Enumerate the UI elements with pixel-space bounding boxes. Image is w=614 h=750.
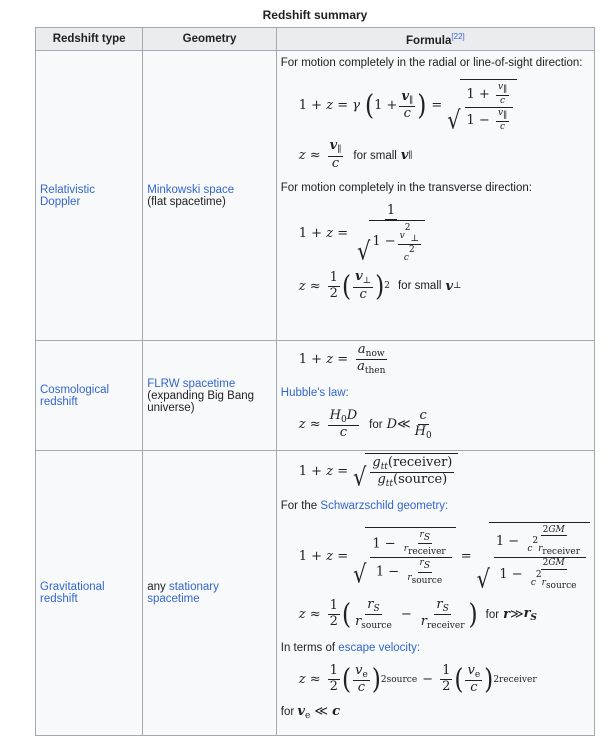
header-redshift-type: Redshift type [36, 28, 143, 51]
doppler-radial-formula: 1 + z = γ ( 1 + $\frac{v_\parallel}{c}$ ) = √ 1 + $\frac{v\parallel}{c}$ 1 − $\frac{v\parallel}{c}$ [299, 79, 590, 132]
row-geometry-cell [143, 451, 277, 736]
gravitational-formula: 1 + z = √ $\frac{g_{tt}(receiver)}{g_{tt}(source)}$ [299, 453, 590, 490]
for-label: for [280, 706, 295, 719]
for-small-label: for small [353, 149, 397, 162]
redshift-summary-table [35, 27, 595, 736]
row-type-cell [36, 451, 143, 736]
geometry-note: (expanding Big Bang universe) [147, 389, 255, 414]
schwarzschild-text [281, 497, 590, 515]
cosmological-redshift-link[interactable]: Cosmological redshift [40, 383, 110, 408]
for-label: for [485, 608, 500, 621]
radial-motion-text: For motion completely in the radial or line-of-sight direction: [280, 57, 583, 69]
row-type-cell [36, 51, 143, 341]
table-row [36, 51, 595, 341]
doppler-transverse-approx: z ≈ $\frac{1}{2}$ ( $\frac{v_\perp}{c}$ ) 2 for small v ⊥ [298, 268, 462, 303]
header-row [36, 28, 595, 51]
header-geometry: Geometry [143, 28, 277, 51]
minkowski-space-link[interactable]: Minkowski space [147, 183, 235, 196]
flrw-spacetime-link[interactable]: FLRW spacetime [147, 377, 236, 390]
escape-condition: for $v_e$ ≪ c [280, 704, 341, 722]
cosmological-formula: 1 + z = $\frac{a_{now}}{a_{then}}$ [298, 342, 386, 377]
relativistic-doppler-link[interactable]: Relativistic Doppler [40, 183, 95, 208]
geometry-prefix: any [147, 581, 166, 593]
header-formula [276, 28, 594, 51]
hubble-approx: z ≈ $\frac{H_0D}{c}$ for D ≪ $\frac{c}{H_0}$ [298, 407, 432, 441]
table-row [36, 451, 595, 736]
row-geometry-cell [143, 341, 277, 451]
header-formula-label: Formula [406, 34, 452, 47]
doppler-transverse-formula: 1 + z = 1 √ 1 − $\frac{v2\perp}{c2}$ [299, 204, 590, 264]
gravitational-redshift-link[interactable]: Gravitational redshift [40, 581, 105, 605]
table-row [36, 341, 595, 451]
row-formula-cell [276, 341, 594, 451]
escape-prefix: In terms of [280, 641, 336, 654]
schwarzschild-formula: 1 + z = √ 1 − $\frac{rS}{\text{rreceiver}}$ 1 − $\frac{rS}{\text{rsource}}$ = √ 1 − $\frac{2GM}{\text{c2rreceiver}}$ 1 − $\frac{2GM}{\text{c2rsource}}$ [299, 522, 590, 591]
citation-22-link[interactable]: [22] [451, 31, 465, 41]
doppler-radial-approx: z ≈ $\frac{v_\parallel}{c}$ for small v ∥ [298, 138, 413, 171]
escape-velocity-formula: z ≈ $\frac{1}{2}$ ( $\frac{v_e}{c}$ ) 2 source − $\frac{1}{2}$ ( $\frac{v_e}{c}$ ) 2 receiver [298, 662, 537, 696]
schwarzschild-geometry-link[interactable]: Schwarzschild geometry: [320, 499, 449, 512]
table-caption: Redshift summary [262, 8, 368, 22]
row-formula-cell [276, 51, 594, 341]
geometry-note: (flat spacetime) [147, 195, 226, 208]
transverse-motion-text: For motion completely in the transverse direction: [280, 181, 532, 194]
escape-velocity-text [281, 639, 590, 657]
hubbles-law-link[interactable]: Hubble's law: [280, 386, 349, 399]
for-small-label: for small [397, 280, 442, 293]
schwarzschild-approx: z ≈ $\frac{1}{2}$ ( $\frac{r_S}{r_{source}}$ − $\frac{r_S}{r_{receiver}}$ ) for r ≫ $r_S$ [298, 597, 537, 632]
row-formula-cell [276, 451, 594, 736]
stationary-spacetime-link[interactable]: stationary spacetime [147, 581, 219, 605]
for-label: for [369, 418, 383, 431]
row-geometry-cell [143, 51, 277, 341]
schwarzschild-prefix: For the [280, 499, 318, 512]
escape-velocity-link[interactable]: escape velocity: [338, 641, 421, 654]
row-type-cell [36, 341, 143, 451]
